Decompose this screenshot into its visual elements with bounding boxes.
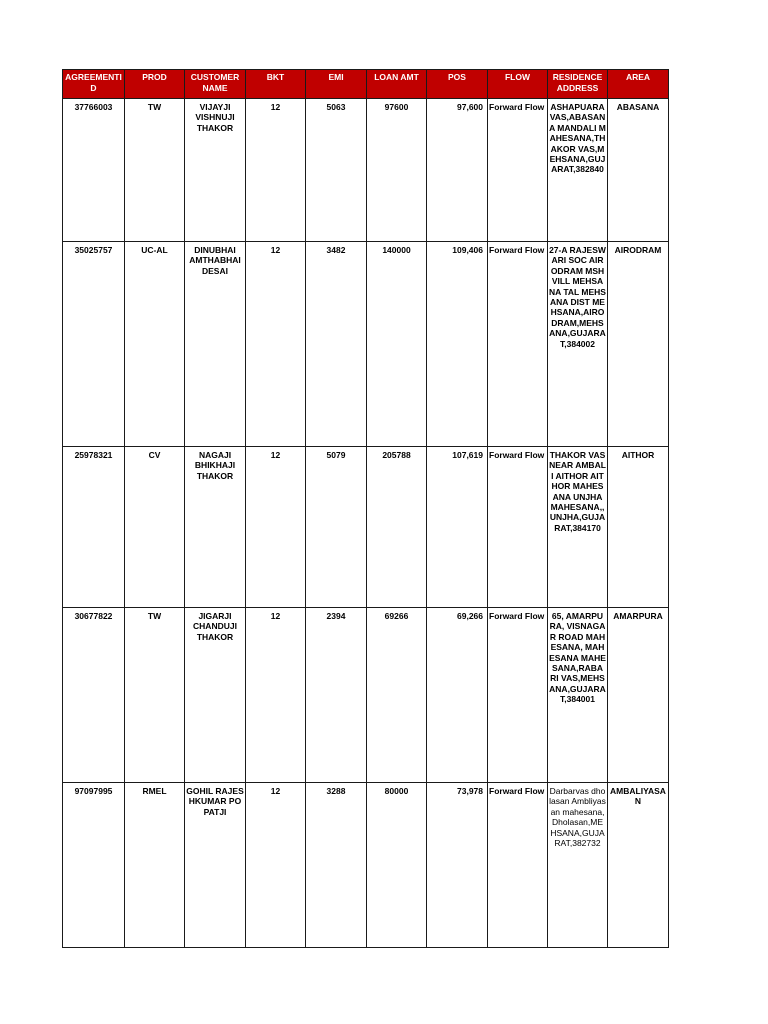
header-row [63, 70, 669, 99]
cell-customer-name: GOHIL RAJESHKUMAR POPATJI [185, 783, 246, 948]
cell-customer-name: JIGARJI CHANDUJI THAKOR [185, 608, 246, 783]
cell-flow: Forward Flow [488, 99, 548, 242]
cell-residence-address: ASHAPUARA VAS,ABASANA MANDALI MAHESANA,THAKOR VAS,MEHSANA,GUJARAT,382840 [548, 99, 608, 242]
cell-residence-address: THAKOR VAS NEAR AMBALI AITHOR AITHOR MAHESANA UNJHA MAHESANA,,UNJHA,GUJARAT,384170 [548, 447, 608, 608]
cell-area: AIRODRAM [608, 242, 669, 447]
cell-bkt: 12 [246, 99, 306, 242]
cell-prod: TW [125, 99, 185, 242]
cell-pos: 69,266 [427, 608, 488, 783]
cell-loan-amt: 140000 [367, 242, 427, 447]
cell-emi: 5063 [306, 99, 367, 242]
header-area: AREA [608, 70, 669, 99]
header-agreement-id: AGREEMENTID [63, 70, 125, 99]
cell-loan-amt: 80000 [367, 783, 427, 948]
cell-agreement-id: 35025757 [63, 242, 125, 447]
cell-agreement-id: 37766003 [63, 99, 125, 242]
table-row [63, 99, 669, 242]
cell-agreement-id: 25978321 [63, 447, 125, 608]
cell-residence-address: 27-A RAJESWARI SOC AIRODRAM MSH VILL MEHSANA TAL MEHSANA DIST MEHSANA,AIRODRAM,MEHSANA,GUJARAT,384002 [548, 242, 608, 447]
cell-prod: RMEL [125, 783, 185, 948]
cell-emi: 3482 [306, 242, 367, 447]
cell-bkt: 12 [246, 447, 306, 608]
cell-agreement-id: 97097995 [63, 783, 125, 948]
cell-pos: 73,978 [427, 783, 488, 948]
cell-residence-address: Darbarvas dholasan Ambliyasan mahesana,Dholasan,MEHSANA,GUJARAT,382732 [548, 783, 608, 948]
cell-agreement-id: 30677822 [63, 608, 125, 783]
table-row [63, 242, 669, 447]
header-flow: FLOW [488, 70, 548, 99]
header-prod: PROD [125, 70, 185, 99]
cell-loan-amt: 205788 [367, 447, 427, 608]
cell-flow: Forward Flow [488, 783, 548, 948]
cell-customer-name: DINUBHAI AMTHABHAI DESAI [185, 242, 246, 447]
cell-area: AMBALIYASAN [608, 783, 669, 948]
cell-prod: CV [125, 447, 185, 608]
cell-area: AMARPURA [608, 608, 669, 783]
cell-pos: 97,600 [427, 99, 488, 242]
cell-flow: Forward Flow [488, 242, 548, 447]
cell-loan-amt: 69266 [367, 608, 427, 783]
header-residence-address: RESIDENCE ADDRESS [548, 70, 608, 99]
cell-flow: Forward Flow [488, 447, 548, 608]
table-row [63, 783, 669, 948]
header-pos: POS [427, 70, 488, 99]
header-bkt: BKT [246, 70, 306, 99]
table-row [63, 608, 669, 783]
cell-bkt: 12 [246, 608, 306, 783]
cell-bkt: 12 [246, 783, 306, 948]
cell-residence-address: 65, AMARPURA, VISNAGAR ROAD MAHESANA, MAHESANA MAHESANA,RABARI VAS,MEHSANA,GUJARAT,384001 [548, 608, 608, 783]
loan-accounts-table [62, 69, 669, 948]
header-customer-name: CUSTOMER NAME [185, 70, 246, 99]
cell-area: ABASANA [608, 99, 669, 242]
cell-pos: 109,406 [427, 242, 488, 447]
cell-prod: TW [125, 608, 185, 783]
header-emi: EMI [306, 70, 367, 99]
cell-emi: 3288 [306, 783, 367, 948]
cell-area: AITHOR [608, 447, 669, 608]
cell-prod: UC-AL [125, 242, 185, 447]
cell-loan-amt: 97600 [367, 99, 427, 242]
cell-flow: Forward Flow [488, 608, 548, 783]
cell-customer-name: NAGAJI BHIKHAJI THAKOR [185, 447, 246, 608]
cell-emi: 2394 [306, 608, 367, 783]
table-row [63, 447, 669, 608]
header-loan-amt: LOAN AMT [367, 70, 427, 99]
spreadsheet-page [62, 69, 669, 948]
cell-emi: 5079 [306, 447, 367, 608]
cell-customer-name: VIJAYJI VISHNUJI THAKOR [185, 99, 246, 242]
cell-pos: 107,619 [427, 447, 488, 608]
cell-bkt: 12 [246, 242, 306, 447]
